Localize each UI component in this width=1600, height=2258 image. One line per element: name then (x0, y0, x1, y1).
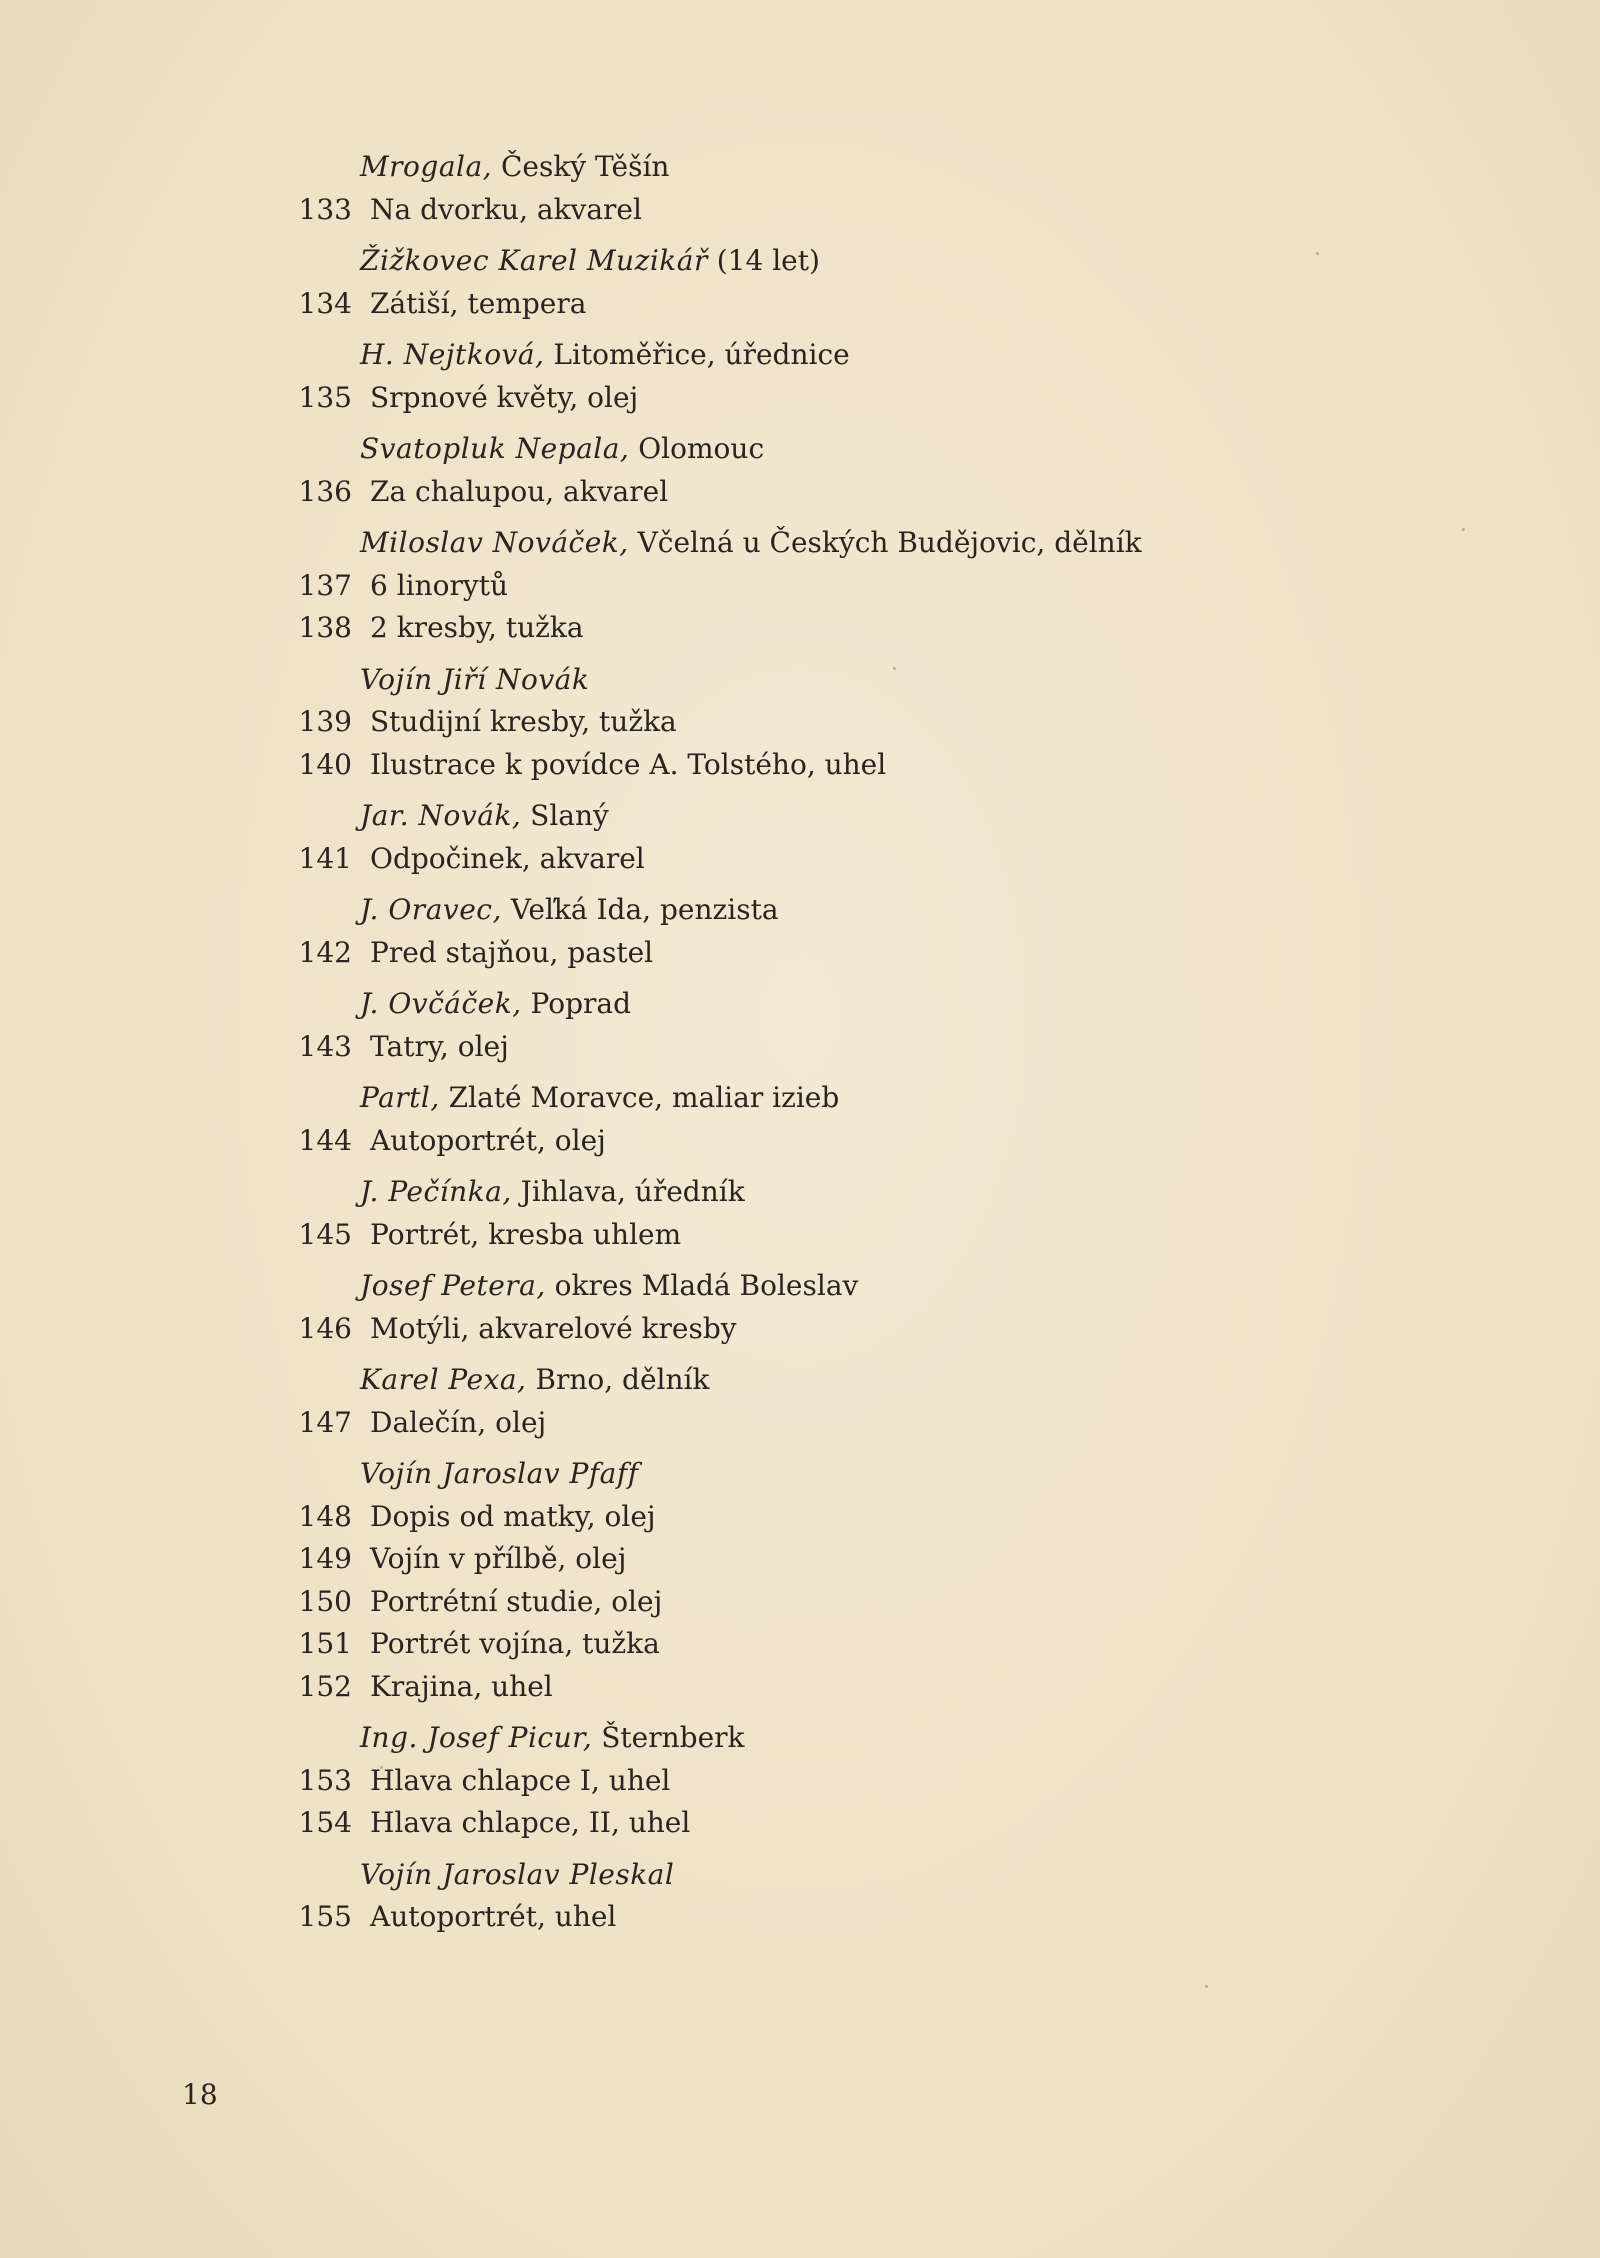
catalog-entry (298, 1496, 1360, 1539)
entry-number: 133 (298, 192, 352, 226)
catalog-entry (298, 1623, 1360, 1666)
entry-title: Hlava chlapce, II, uhel (370, 1806, 691, 1839)
catalog-entry (298, 565, 1360, 608)
catalog-entry (298, 607, 1360, 650)
entry-number: 147 (298, 1405, 352, 1439)
artist-name: Partl, (360, 1081, 440, 1114)
entry-title: Srpnové květy, olej (370, 380, 639, 414)
entry-number: 152 (298, 1669, 352, 1703)
entry-number: 141 (298, 841, 352, 875)
artist-heading (360, 1453, 1360, 1496)
artist-detail: Olomouc (629, 432, 765, 465)
catalog-entry (298, 189, 1360, 232)
artist-name: Josef Petera, (360, 1269, 546, 1302)
artist-heading (360, 659, 1360, 702)
artist-heading (360, 795, 1360, 838)
entry-title: Za chalupou, akvarel (370, 474, 669, 508)
artist-name: Vojín Jaroslav Pfaff (360, 1457, 639, 1490)
paper-speck (1462, 528, 1465, 531)
artist-heading (360, 1854, 1360, 1897)
artist-heading (360, 889, 1360, 932)
entry-number: 155 (298, 1900, 352, 1933)
catalog-entry (298, 1026, 1360, 1069)
catalog-list (298, 146, 1360, 1939)
page-number: 18 (182, 2078, 218, 2111)
catalog-entry (298, 1581, 1360, 1624)
artist-heading (360, 1717, 1360, 1760)
entry-title: Autoportrét, uhel (370, 1900, 617, 1933)
artist-heading (360, 334, 1360, 377)
entry-number: 135 (298, 380, 352, 414)
entry-title: Autoportrét, olej (370, 1123, 606, 1157)
entry-number: 151 (298, 1627, 352, 1660)
entry-title: Motýli, akvarelové kresby (370, 1311, 737, 1345)
catalog-entry (298, 744, 1360, 787)
catalog-entry (298, 1402, 1360, 1445)
paper-speck (1205, 1985, 1208, 1988)
artist-name: J. Pečínka, (360, 1175, 512, 1208)
artist-detail: Veľká Ida, penzista (501, 893, 779, 926)
catalog-entry (298, 1214, 1360, 1257)
artist-heading (360, 522, 1360, 565)
catalog-entry (298, 1308, 1360, 1351)
artist-detail: Poprad (521, 987, 632, 1020)
entry-number: 136 (298, 474, 352, 508)
entry-title: Hlava chlapce I, uhel (370, 1763, 671, 1797)
artist-name: Mrogala, (360, 150, 493, 183)
artist-heading (360, 1265, 1360, 1308)
artist-name: Ing. Josef Picur, (360, 1721, 593, 1754)
catalog-entry (298, 471, 1360, 514)
entry-number: 154 (298, 1806, 352, 1839)
artist-detail: Včelná u Českých Budějovic, dělník (628, 526, 1142, 559)
entry-title: Studijní kresby, tužka (370, 705, 677, 738)
entry-number: 137 (298, 568, 352, 602)
entry-title: Vojín v přílbě, olej (370, 1542, 627, 1575)
entry-number: 145 (298, 1217, 352, 1251)
artist-detail: Litoměřice, úřednice (544, 338, 850, 371)
entry-number: 153 (298, 1763, 352, 1797)
entry-number: 140 (298, 747, 352, 781)
entry-number: 138 (298, 611, 352, 644)
entry-number: 139 (298, 705, 352, 738)
catalog-entry (298, 1120, 1360, 1163)
catalog-entry (298, 932, 1360, 975)
entry-title: Pred stajňou, pastel (370, 935, 654, 969)
catalog-entry (298, 377, 1360, 420)
artist-heading (360, 146, 1360, 189)
entry-title: 6 linorytů (370, 568, 509, 602)
artist-detail: Jihlava, úředník (511, 1175, 745, 1208)
entry-number: 149 (298, 1542, 352, 1575)
entry-title: Portrét, kresba uhlem (370, 1217, 682, 1251)
artist-detail: (14 let) (707, 244, 820, 277)
artist-name: J. Ovčáček, (360, 987, 522, 1020)
artist-detail: Slaný (521, 799, 609, 832)
entry-title: Ilustrace k povídce A. Tolstého, uhel (370, 747, 887, 781)
entry-title: Dopis od matky, olej (370, 1499, 656, 1533)
artist-detail: Šternberk (592, 1721, 745, 1754)
catalog-entry (298, 283, 1360, 326)
entry-number: 146 (298, 1311, 352, 1345)
artist-name: Svatopluk Nepala, (360, 432, 630, 465)
artist-detail: Český Těšín (492, 150, 670, 183)
artist-name: Karel Pexa, (360, 1363, 527, 1396)
catalog-entry (298, 1666, 1360, 1709)
catalog-entry (298, 1760, 1360, 1803)
entry-number: 143 (298, 1029, 352, 1063)
artist-heading (360, 983, 1360, 1026)
artist-name: J. Oravec, (360, 893, 502, 926)
artist-heading (360, 1359, 1360, 1402)
artist-name: Miloslav Nováček, (360, 526, 629, 559)
artist-name: Vojín Jiří Novák (360, 662, 590, 696)
entry-title: Krajina, uhel (370, 1669, 553, 1703)
artist-name: Jar. Novák, (360, 799, 522, 832)
catalog-entry (298, 1896, 1360, 1939)
entry-title: Zátiší, tempera (370, 286, 587, 320)
entry-number: 148 (298, 1499, 352, 1533)
catalog-entry (298, 701, 1360, 744)
entry-title: Portrét vojína, tužka (370, 1627, 660, 1660)
artist-name: Vojín Jaroslav Pleskal (360, 1857, 675, 1891)
artist-detail: okres Mladá Boleslav (545, 1269, 859, 1302)
catalog-entry (298, 838, 1360, 881)
artist-heading (360, 240, 1360, 283)
artist-heading (360, 428, 1360, 471)
entry-title: Tatry, olej (370, 1029, 509, 1063)
entry-title: 2 kresby, tužka (370, 611, 584, 644)
artist-heading (360, 1171, 1360, 1214)
entry-number: 150 (298, 1584, 352, 1618)
entry-number: 134 (298, 286, 352, 320)
entry-title: Na dvorku, akvarel (370, 192, 642, 226)
artist-name: Žižkovec Karel Muzikář (360, 244, 708, 277)
entry-title: Odpočinek, akvarel (370, 841, 645, 875)
artist-name: H. Nejtková, (360, 338, 545, 371)
catalog-entry (298, 1802, 1360, 1845)
artist-detail: Zlaté Moravce, maliar izieb (439, 1081, 840, 1114)
catalog-entry (298, 1538, 1360, 1581)
entry-title: Dalečín, olej (370, 1405, 547, 1439)
entry-number: 144 (298, 1123, 352, 1157)
artist-heading (360, 1077, 1360, 1120)
entry-number: 142 (298, 935, 352, 969)
entry-title: Portrétní studie, olej (370, 1584, 663, 1618)
artist-detail: Brno, dělník (526, 1363, 710, 1396)
